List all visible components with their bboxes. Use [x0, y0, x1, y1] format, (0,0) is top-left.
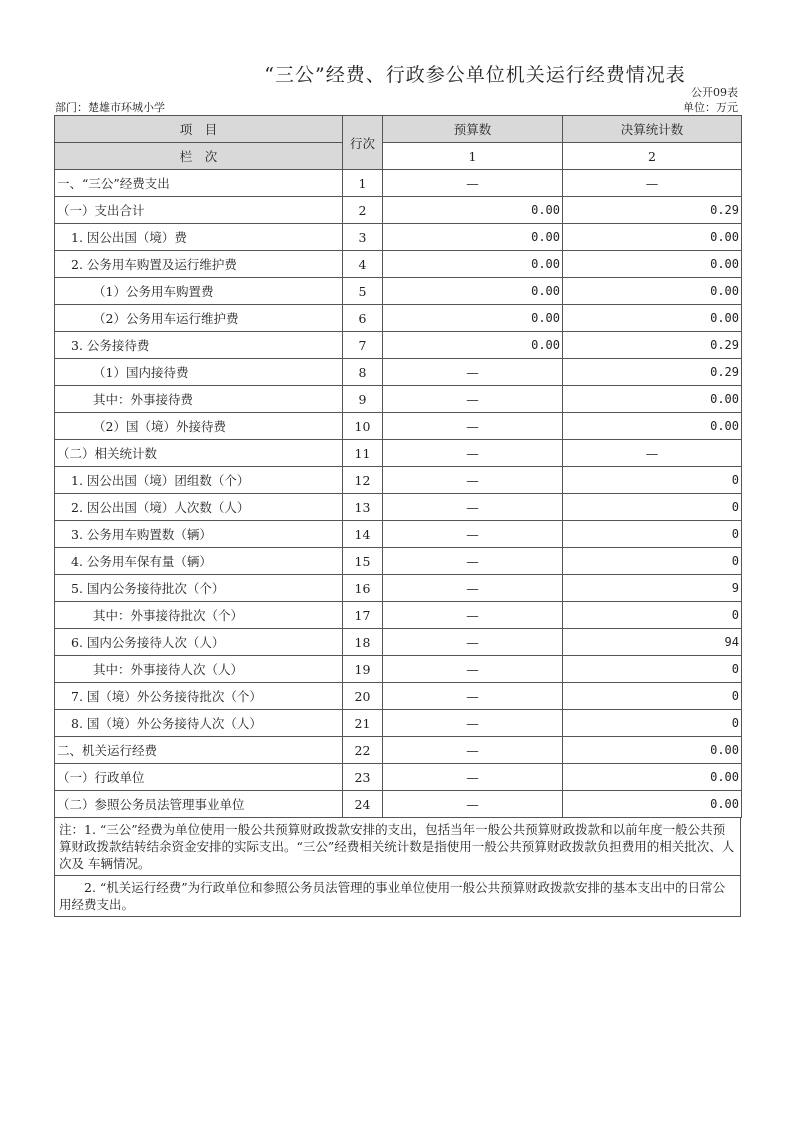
row-final-value: 0.00: [563, 413, 742, 440]
row-final-value: 0.00: [563, 251, 742, 278]
row-final-value: 0.00: [563, 737, 742, 764]
table-row: [55, 278, 742, 305]
row-final-value: 0.00: [563, 386, 742, 413]
table-row: [55, 251, 742, 278]
row-budget-value: —: [383, 494, 563, 521]
row-budget-value: 0.00: [383, 332, 563, 359]
row-item: （2）国（境）外接待费: [55, 413, 343, 440]
table-row: [55, 386, 742, 413]
row-item: （一）行政单位: [55, 764, 343, 791]
row-line-number: 18: [343, 629, 383, 656]
row-final-value: 0.00: [563, 224, 742, 251]
row-final-value: 0.00: [563, 305, 742, 332]
row-budget-value: —: [383, 737, 563, 764]
table-row: [55, 656, 742, 683]
table-row: [55, 629, 742, 656]
row-budget-value: 0.00: [383, 197, 563, 224]
report-title: “三公”经费、行政参公单位机关运行经费情况表: [264, 64, 686, 86]
row-item: （1）公务用车购置费: [55, 278, 343, 305]
unit-label: 单位：万元: [683, 101, 738, 114]
row-budget-value: —: [383, 656, 563, 683]
row-final-value: 0: [563, 656, 742, 683]
row-final-value: 9: [563, 575, 742, 602]
row-budget-value: —: [383, 170, 563, 197]
row-line-number: 8: [343, 359, 383, 386]
row-budget-value: —: [383, 359, 563, 386]
row-item: 3. 公务用车购置数（辆）: [55, 521, 343, 548]
row-budget-value: —: [383, 440, 563, 467]
col-header-item: 项 目: [55, 116, 343, 143]
table-row: [55, 305, 742, 332]
row-line-number: 21: [343, 710, 383, 737]
col-header-line: 行次: [343, 116, 383, 170]
note-1: 注：1. “三公”经费为单位使用一般公共预算财政拨款安排的支出，包括当年一般公共预算财政拨款和以前年度一般公共预算财政拨款结转结余资金安排的实际支出。“三公”经费相关统计数是指使用一般公共预算财政拨款负担费用的相关批次、人次及 车辆情况。: [55, 818, 741, 876]
row-budget-value: —: [383, 602, 563, 629]
table-row: [55, 683, 742, 710]
row-budget-value: 0.00: [383, 224, 563, 251]
row-line-number: 12: [343, 467, 383, 494]
row-line-number: 19: [343, 656, 383, 683]
row-line-number: 10: [343, 413, 383, 440]
table-row: [55, 764, 742, 791]
row-item: 4. 公务用车保有量（辆）: [55, 548, 343, 575]
row-final-value: —: [563, 170, 742, 197]
row-budget-value: —: [383, 467, 563, 494]
row-item: （二）相关统计数: [55, 440, 343, 467]
row-line-number: 1: [343, 170, 383, 197]
row-label-header: 栏 次: [55, 143, 343, 170]
row-line-number: 4: [343, 251, 383, 278]
table-row: [55, 575, 742, 602]
row-final-value: —: [563, 440, 742, 467]
row-budget-value: 0.00: [383, 278, 563, 305]
row-budget-value: —: [383, 575, 563, 602]
row-line-number: 6: [343, 305, 383, 332]
table-row: [55, 440, 742, 467]
row-budget-value: —: [383, 791, 563, 818]
row-item: 其中：外事接待费: [55, 386, 343, 413]
table-row: [55, 494, 742, 521]
table-row: [55, 467, 742, 494]
row-budget-value: —: [383, 521, 563, 548]
row-item: 其中：外事接待批次（个）: [55, 602, 343, 629]
note-2: 2. “机关运行经费”为行政单位和参照公务员法管理的事业单位使用一般公共预算财政拨款安排的基本支出中的日常公用经费支出。: [55, 876, 741, 917]
row-item: 二、机关运行经费: [55, 737, 343, 764]
row-item: 1. 因公出国（境）团组数（个）: [55, 467, 343, 494]
row-line-number: 9: [343, 386, 383, 413]
table-row: [55, 548, 742, 575]
index-row: [55, 143, 742, 170]
row-line-number: 17: [343, 602, 383, 629]
row-line-number: 14: [343, 521, 383, 548]
row-final-value: 0.29: [563, 359, 742, 386]
row-line-number: 7: [343, 332, 383, 359]
table-row: [55, 224, 742, 251]
row-line-number: 20: [343, 683, 383, 710]
row-line-number: 13: [343, 494, 383, 521]
table-row: [55, 521, 742, 548]
row-line-number: 23: [343, 764, 383, 791]
col-header-final: 决算统计数: [563, 116, 742, 143]
row-item: （一）支出合计: [55, 197, 343, 224]
row-final-value: 0: [563, 494, 742, 521]
row-item: 7. 国（境）外公务接待批次（个）: [55, 683, 343, 710]
row-budget-value: 0.00: [383, 251, 563, 278]
row-line-number: 2: [343, 197, 383, 224]
table-row: [55, 413, 742, 440]
table-row: [55, 197, 742, 224]
table-code: 公开09表: [691, 86, 738, 99]
table-row: [55, 791, 742, 818]
row-line-number: 24: [343, 791, 383, 818]
row-item: 一、“三公”经费支出: [55, 170, 343, 197]
row-line-number: 16: [343, 575, 383, 602]
row-final-value: 0: [563, 548, 742, 575]
row-budget-value: 0.00: [383, 305, 563, 332]
row-budget-value: —: [383, 386, 563, 413]
row-item: 8. 国（境）外公务接待人次（人）: [55, 710, 343, 737]
table-row: [55, 737, 742, 764]
row-budget-value: —: [383, 683, 563, 710]
row-final-value: 0: [563, 467, 742, 494]
row-budget-value: —: [383, 548, 563, 575]
row-final-value: 0.29: [563, 197, 742, 224]
row-line-number: 5: [343, 278, 383, 305]
row-final-value: 0.00: [563, 278, 742, 305]
row-budget-value: —: [383, 710, 563, 737]
department-label: 部门：楚雄市环城小学: [55, 101, 165, 114]
row-budget-value: —: [383, 764, 563, 791]
col-header-budget: 预算数: [383, 116, 563, 143]
row-final-value: 0: [563, 521, 742, 548]
budget-index: 1: [383, 143, 563, 170]
row-item: 1. 因公出国（境）费: [55, 224, 343, 251]
row-item: 3. 公务接待费: [55, 332, 343, 359]
row-line-number: 11: [343, 440, 383, 467]
row-final-value: 0: [563, 710, 742, 737]
row-line-number: 3: [343, 224, 383, 251]
row-final-value: 0: [563, 602, 742, 629]
row-budget-value: —: [383, 629, 563, 656]
row-budget-value: —: [383, 413, 563, 440]
row-item: 5. 国内公务接待批次（个）: [55, 575, 343, 602]
row-line-number: 15: [343, 548, 383, 575]
row-line-number: 22: [343, 737, 383, 764]
table-row: [55, 710, 742, 737]
row-item: 其中：外事接待人次（人）: [55, 656, 343, 683]
table-row: [55, 332, 742, 359]
header-row: [55, 116, 742, 143]
expense-table: [54, 115, 742, 818]
notes-table: [54, 817, 741, 917]
row-item: （二）参照公务员法管理事业单位: [55, 791, 343, 818]
row-final-value: 0.00: [563, 764, 742, 791]
row-item: 6. 国内公务接待人次（人）: [55, 629, 343, 656]
row-item: 2. 公务用车购置及运行维护费: [55, 251, 343, 278]
row-final-value: 0: [563, 683, 742, 710]
row-final-value: 0.00: [563, 791, 742, 818]
final-index: 2: [563, 143, 742, 170]
row-final-value: 0.29: [563, 332, 742, 359]
table-row: [55, 602, 742, 629]
row-item: （1）国内接待费: [55, 359, 343, 386]
table-row: [55, 359, 742, 386]
table-row: [55, 170, 742, 197]
row-item: 2. 因公出国（境）人次数（人）: [55, 494, 343, 521]
row-final-value: 94: [563, 629, 742, 656]
row-item: （2）公务用车运行维护费: [55, 305, 343, 332]
